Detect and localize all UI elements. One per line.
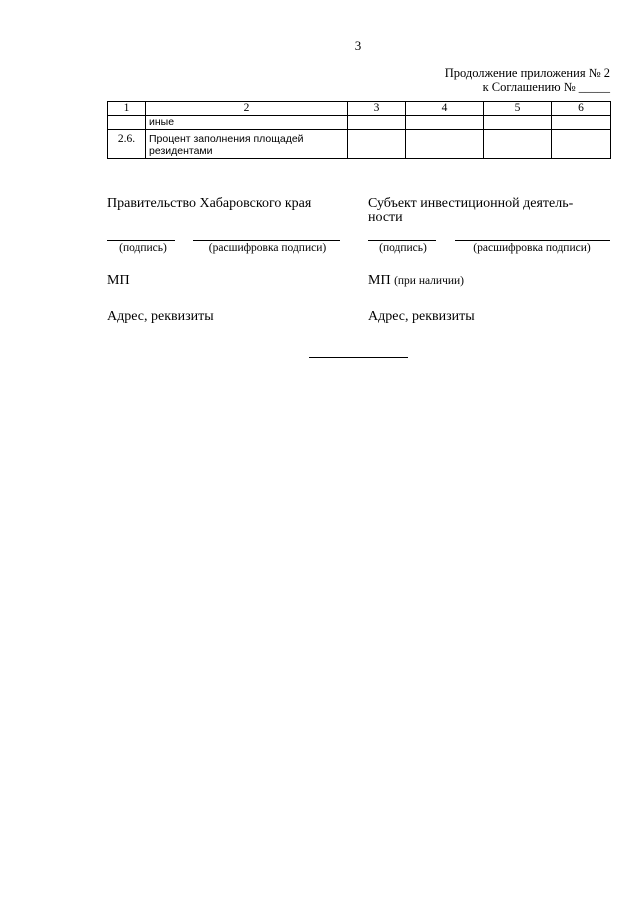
table-cell xyxy=(552,116,611,130)
left-signature-caption: (подпись) xyxy=(119,242,167,254)
left-decode-caption: (расшифровка подписи) xyxy=(208,242,327,254)
right-address-label: Адрес, реквизиты xyxy=(368,309,475,324)
header-cell: 3 xyxy=(348,102,406,116)
table-header-row xyxy=(108,102,611,116)
right-seal-text: МП xyxy=(368,273,391,288)
right-seal-label xyxy=(368,273,464,289)
appendix-note-line2: к Соглашению № _____ xyxy=(482,80,610,94)
left-party-title: Правительство Хабаровского края xyxy=(107,196,312,211)
indicators-table xyxy=(107,101,611,159)
appendix-note xyxy=(380,66,610,94)
table-cell xyxy=(348,130,406,159)
table-cell xyxy=(406,116,484,130)
table-row xyxy=(108,130,611,159)
right-signature-line xyxy=(368,240,436,241)
table-row xyxy=(108,116,611,130)
right-decode-line xyxy=(455,240,610,241)
end-separator-line xyxy=(309,357,408,358)
table-cell xyxy=(348,116,406,130)
header-cell: 5 xyxy=(484,102,552,116)
appendix-note-line1: Продолжение приложения № 2 xyxy=(444,66,610,80)
right-party-title: Субъект инвестиционной деятель-ности xyxy=(368,196,574,225)
table-cell xyxy=(406,130,484,159)
row-name-cell: Процент заполнения площадей резидентами xyxy=(146,130,348,159)
header-cell: 2 xyxy=(146,102,348,116)
row-name-cell: иные xyxy=(146,116,348,130)
left-decode-line xyxy=(193,240,340,241)
table-cell xyxy=(484,116,552,130)
header-cell: 4 xyxy=(406,102,484,116)
left-address-label: Адрес, реквизиты xyxy=(107,309,214,324)
left-seal-label: МП xyxy=(107,273,130,288)
table-cell xyxy=(484,130,552,159)
right-decode-caption: (расшифровка подписи) xyxy=(473,242,591,254)
left-signature-line xyxy=(107,240,175,241)
right-signature-caption: (подпись) xyxy=(379,242,427,254)
header-cell: 1 xyxy=(108,102,146,116)
header-cell: 6 xyxy=(552,102,611,116)
page-number: 3 xyxy=(354,38,362,53)
table-cell xyxy=(552,130,611,159)
right-seal-note: (при наличии) xyxy=(394,275,465,287)
row-number-cell xyxy=(108,116,146,130)
row-number-cell: 2.6. xyxy=(108,130,146,159)
